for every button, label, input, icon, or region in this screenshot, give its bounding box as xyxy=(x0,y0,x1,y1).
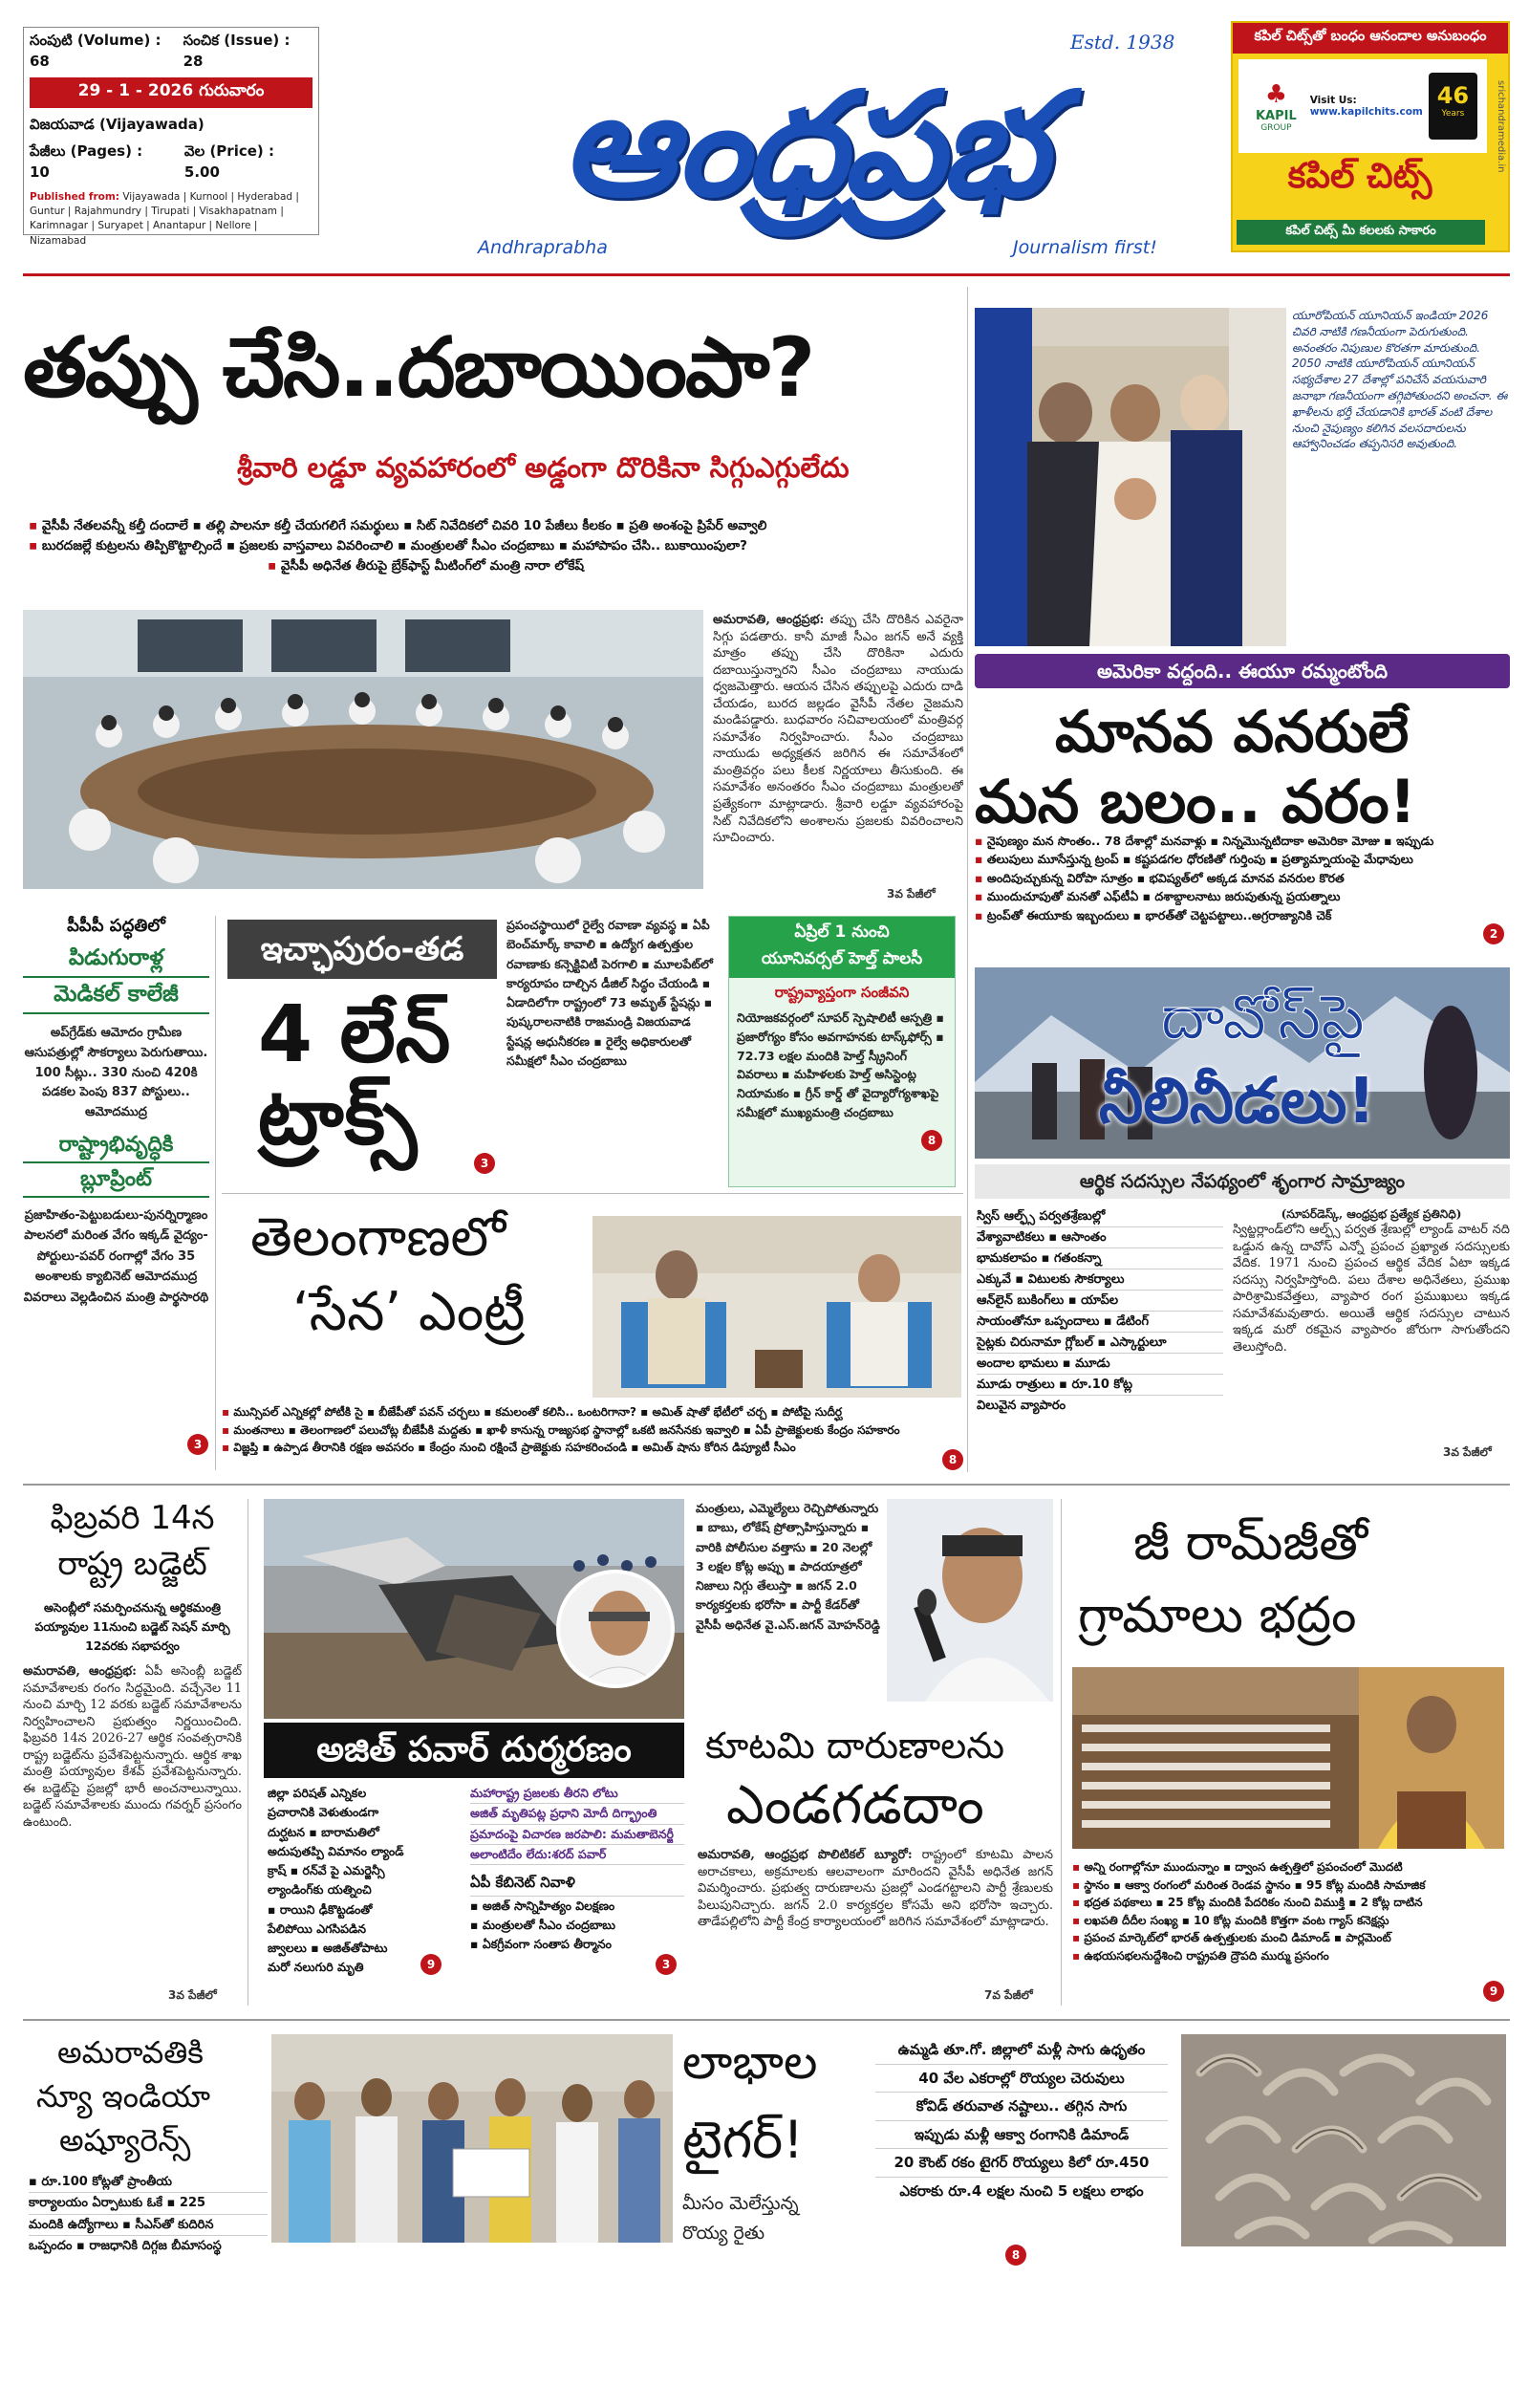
rail-page-badge[interactable]: 3 xyxy=(474,1153,495,1174)
pawan-amit-photo xyxy=(592,1216,961,1398)
tiger-sub-1: మీసం మెలేస్తున్న xyxy=(682,2193,799,2214)
plane-crash-photo xyxy=(264,1499,684,1719)
ad-title: కపిల్ చిట్స్ xyxy=(1287,157,1432,196)
gram-bullet: ▪ భద్రత పథకాలు ▪ 25 కోట్ల మందికి పేదరికం నుంచి విముక్తి ▪ 2 కోట్ల దాటిన xyxy=(1072,1894,1508,1912)
europe-page-badge[interactable]: 2 xyxy=(1483,923,1504,944)
section-rule xyxy=(23,1484,1510,1486)
logo-caption: Andhraprabha xyxy=(478,237,608,258)
tiger-sub-2: రొయ్య రైతు xyxy=(682,2223,765,2244)
gram-bullet: ▪ అన్ని రంగాల్లోనూ ముందున్నాం ▪ ద్వాంస ఉత్పత్తిలో ప్రపంచంలో మొదటి xyxy=(1072,1858,1508,1877)
kapil-chits-ad[interactable]: కపిల్ చిట్స్‌తో బంధం ఆనందాల అనుబంధం ♣ KAPIL GROUP Visit Us: www.kapilchits.com 46 Years కపిల్ చిట్స్ కపిల్ చిట్స్ మీ కలలకు సాకారం srichandramedia.in xyxy=(1231,21,1510,252)
europe-label: అమెరికా వద్దంది.. ఈయూ రమ్మంటోంది xyxy=(975,654,1510,688)
years-badge: 46 Years xyxy=(1429,73,1477,140)
lead-bullets xyxy=(29,516,956,576)
ajit-page-badge[interactable]: 9 xyxy=(420,1954,441,1975)
issue: సంచిక (Issue) : 28 xyxy=(183,32,291,70)
jagan-body xyxy=(698,1847,1053,2000)
telangana-page-badge[interactable]: 8 xyxy=(942,1449,963,1470)
telangana-bullet: ▪ విజ్ఞప్తి ▪ ఉప్పాడ తీరానికి రక్షణ అవసరం ▪ కేంద్రం నుంచి రక్షించే ప్రాజెక్టుకు సహకరించండి ▪ అమిత్ షాను కోరిన డిప్యూటీ సీఎం xyxy=(222,1439,963,1457)
published-label: Published from: xyxy=(30,191,120,203)
rail-big-1: 4 లేన్ xyxy=(258,989,451,1080)
gram-bullet: ▪ ప్రపంచ మార్కెట్‌లో భారత్ ఉత్పత్తులకు మంచి డిమాండ్ ▪ పార్లమెంట్ xyxy=(1072,1929,1508,1947)
medical-title-3: మెడికల్ కాలేజీ xyxy=(23,982,209,1014)
rail-body: ప్రపంచస్థాయిలో రైల్వే రవాణా వ్యవస్థ ▪ ఏపీ బెంచ్‌మార్క్ కావాలి ▪ ఉద్యోగ ఉత్పత్తుల రవాణాకు కన్సెక్టివిటీ పెరగాలి ▪ మూలపేట్‌లో కార్యరూపం దాల్చిన డీజిల్ సిద్ధం చేయండి ▪ ఏడాదిలోగా రాష్ట్రంలో 73 అమృత్ స్టేషన్లు ▪ పుష్కరాలనాటికి రాజమండ్రి విజయవాడ స్టేషన్ల ఆధునీకరణ ▪ రైల్వే అధికారులతో సమీక్షలో సీఎం చంద్రబాబు xyxy=(506,918,713,1068)
lead-headline: తప్పు చేసి..దబాయింపా? xyxy=(23,320,814,416)
insurance-title-3: అష్యూరెన్స్ xyxy=(59,2122,191,2159)
lead-body-text: తప్పు చేసి దొరికిన ఎవరైనా సిగ్గు పడతారు. కానీ మాజీ సీఎం జగన్ అనే వ్యక్తి మాత్రం తప్పు చేసి దొరికినా ఎదురు దబాయిస్తున్నారని సీఎం చంద్రబాబు నాయుడు ధ్వజమెత్తారు. ఆయన చేసిన తప్పులపై ఎదురు దాడి చేయడం, బురద జల్లడం వైసీపీ నేతల నైజమని మండిపడ్డారు. బుధవారం సచివాలయంలో మంత్రివర్గ సమావేశం నిర్వహించారు. సీఎం చంద్రబాబు నాయుడు అధ్యక్షతన జరిగిన ఈ సమావేశంలో మంత్రివర్గం పలు కీలక నిర్ణయాలు తీసుకుంది. ఈ సమావేశం అనంతరం సీఎం చంద్రబాబు మంత్రులతో ప్రత్యేకంగా మాట్లాడారు. శ్రీవారి లడ్డూ వ్యవహారంపై సిట్ నివేదికలోని అంశాలను ప్రజలకు వివరించాలని సూచించారు. xyxy=(713,613,963,846)
newspaper-logo[interactable] xyxy=(401,50,1204,241)
estd: Estd. 1938 xyxy=(1070,31,1175,54)
davos-photo xyxy=(975,967,1510,1159)
section-rule-2 xyxy=(23,2019,1510,2021)
lead-subhead: శ్రీవారి లడ్డూ వ్యవహారంలో అడ్డంగా దొరికినా సిగ్గుఎగ్గులేదు xyxy=(237,451,850,484)
ajit-right-box: మహారాష్ట్ర ప్రజలకు తీరని లోటు అజిత్ మృతిపట్ల ప్రధాని మోదీ దిగ్భ్రాంతి ప్రమాదంపై విచారణ జరపాలి: మమతాబెనర్జీ అలాంటిదేం లేదు:శరద్ పవార్ ఏపీ కేబినెట్ నివాళి ▪ అజిత్ సాన్నిహిత్యం విలక్షణం ▪ మంత్రులతో సీఎం చంద్రబాబు ▪ ఏకగ్రీవంగా సంతాప తీర్మానం xyxy=(470,1784,684,1954)
davos-side-list: స్విస్ ఆల్ఫ్స్ పర్వతశ్రేణుల్లో వేశ్యావాటికలు ▪ ఆసాంతం భామకలాపం ▪ గతంకన్నా ఎక్కువే ▪ విటులకు సౌకర్యాలు ఆన్‌లైన్ బుకింగ్‌లు ▪ యాప్‌ల సాయంతోనూ ఒప్పందాలు ▪ డేటింగ్ సైట్లకు చిరునామా గ్లోబల్ ▪ ఎస్కార్టులూ అందాల భామలు ▪ మూడు మూడు రాత్రులు ▪ రూ.10 కోట్ల విలువైన వ్యాపారం xyxy=(977,1206,1223,1416)
issue-date: 29 - 1 - 2026 గురువారం xyxy=(30,77,312,108)
tagline: Journalism first! xyxy=(1013,237,1157,258)
medical-box xyxy=(23,916,216,1470)
published-from: Vijayawada | Kurnool | Hyderabad | Guntur | Rajahmundry | Tirupati | Visakhapatnam | Karimnagar | Suryapet | Anantapur | Nellore | Nizamabad xyxy=(30,191,299,247)
health-body: నియోజకవర్గంలో సూపర్ స్పెషాలిటీ ఆస్పత్రి ▪ ప్రజారోగ్యం కోసం అవగాహనకు టాస్క్‌ఫోర్స్ ▪ 72.73 లక్షల మందికి హెల్త్ స్క్రీనింగ్ వివరాలు ▪ మహిళలకు హెల్త్ అసిస్టెంట్ల నియామకం ▪ గ్రీన్ కార్డ్ తో వైద్యారోగ్యశాఖపై సమీక్షలో ముఖ్యమంత్రి చంద్రబాబు xyxy=(737,1010,944,1119)
jagan-photo xyxy=(887,1499,1053,1702)
gram-bullets xyxy=(1072,1858,1508,1965)
medical-body: అప్‌గ్రేడ్‌కు ఆమోదం గ్రామీణ ఆసుపత్రుల్లో సౌకర్యాలు పెరుగుతాయి. 100 సీట్లు.. 330 నుంచి 420కి పడకల పెంపు 837 పోస్టులు.. ఆమోదముద్ర xyxy=(24,1026,208,1120)
europe-bullet: ▪ ట్రంప్‌తో ఈయూకు ఇబ్బందులు ▪ భారత్‌తో చెట్టపట్టాలు..అగ్రరాజ్యానికి చెక్ xyxy=(975,906,1510,924)
lead-bullet: ▪ వైసీపీ అధినేత తీరుపై బ్రేక్‌ఫాస్ట్ మీటింగ్‌లో మంత్రి నారా లోకేష్ xyxy=(29,556,956,576)
gram-bullet: ▪ ఉభయసభలనుద్దేశించి రాష్ట్రపతి ద్రౌపది ముర్ము ప్రసంగం xyxy=(1072,1947,1508,1965)
europe-blurb: యూరోపియన్ యూనియన్ ఇండియా 2026 చివరి నాటికి గణనీయంగా పెరుగుతుంది. అనంతరం నిపుణుల కొరతగా మారుతుంది. 2050 నాటికి యూరోపియన్ యూనియన్ సభ్యదేశాల 27 దేశాల్లో పనిచేసే వయసువారి జనాభా గణనీయంగా తగ్గిపోతుందని అంచనా. ఈ ఖాళీలను భర్తీ చేయడానికి భారత్ వంటి దేశాల నుంచి నైపుణ్యం కలిగిన వలసదారులను ఆహ్వానించడం తప్పనిసరి అవుతుంది. xyxy=(1292,309,1508,451)
ajit-page-badge-2[interactable]: 3 xyxy=(656,1954,677,1975)
insurance-bullets: ▪ రూ.100 కోట్లతో ప్రాంతీయ కార్యాలయం ఏర్పాటుకు ఓకే ▪ 225 మందికి ఉద్యోగాలు ▪ సీఎస్‌తో కుదిరిన ఒప్పందం ▪ రాజధానికి దిగ్గజ బీమాసంస్థ xyxy=(29,2172,268,2257)
gram-headline-1: జీ రామ్‌జీతో xyxy=(1133,1514,1368,1572)
ajit-portrait xyxy=(556,1570,675,1688)
cabinet-meeting-photo xyxy=(23,610,703,889)
jagan-intro: మంత్రులు, ఎమ్మెల్యేలు రెచ్చిపోతున్నారు ▪ బాబు, లోకేష్ ప్రోత్సాహిస్తున్నారు ▪ వారికి పోలీసుల వత్తాసు ▪ 20 నెలల్లో 3 లక్షల కోట్ల అప్పు ▪ పాదయాత్రలో నిజాలు నిగ్గు తేలుస్తా ▪ జగన్ 2.0 కార్యకర్తలకు భరోసా ▪ పార్టీ కేడర్‌తో వైసీపీ అధినేత వై.ఎస్.జగన్ మోహన్‌రెడ్డి xyxy=(696,1501,880,1632)
davos-continued[interactable]: 3వ పేజీలో xyxy=(1443,1445,1492,1459)
budget-box xyxy=(23,1499,248,2006)
budget-title-1: ఫిబ్రవరి 14న xyxy=(50,1499,215,1537)
gram-page-badge[interactable]: 9 xyxy=(1483,1981,1504,2002)
health-label-2: యూనివర్సల్ హెల్త్ పాలసీ xyxy=(761,949,923,968)
gram-headline-2: గ్రామాలు భద్రం xyxy=(1078,1587,1357,1644)
tiger-headline-1: లాభాల xyxy=(682,2034,818,2090)
davos-subhead: ఆర్థిక సదస్సుల నేపథ్యంలో శృంగార సామ్రాజ్యం xyxy=(975,1164,1510,1199)
telangana-bullet: ▪ మంతనాలు ▪ తెలంగాణలో పలుచోట్ల బీజేపీకి మద్దతు ▪ ఖాళీ కానున్న రాజ్యసభ స్థానాల్లో ఒకటి జనసేనకు ఇవ్వాలి ▪ ఏపీ ప్రాజెక్టులకు కేంద్రం సహకారం xyxy=(222,1421,963,1440)
prawns-photo xyxy=(1181,2034,1506,2246)
budget-dateline: అమరావతి, ఆంధ్రప్రభ: xyxy=(23,1664,137,1679)
gram-bullet: ▪ లఖపతి దీదీల సంఖ్య ▪ 10 కోట్ల మందికి కొత్తగా వంట గ్యాస్ కనెక్షన్లు xyxy=(1072,1912,1508,1930)
davos-headline-1: దావోస్‌పై xyxy=(1161,983,1365,1053)
jagan-headline-2: ఎండగడదాం xyxy=(726,1774,984,1836)
tiger-headline-2: టైగర్! xyxy=(682,2110,804,2170)
telangana-rule xyxy=(222,1193,963,1194)
europe-bullet: ▪ అందిపుచ్చుకున్న విరోపా సూత్రం ▪ భవిష్యత్‌లో అక్కడ మానవ వనరుల కొరత xyxy=(975,869,1510,887)
gram-bullet: ▪ స్థానం ▪ ఆక్వా రంగంలో మరింత రెండవ స్థానం ▪ 95 కోట్ల మందికి సామాజిక xyxy=(1072,1877,1508,1895)
europe-bullet: ▪ నైపుణ్యం మన సొంతం.. 78 దేశాల్లో మనవాళ్లు ▪ నిన్నమొన్నటిదాకా అమెరికా మోజు ▪ ఇప్పుడు xyxy=(975,832,1510,850)
health-sub: రాష్ట్రవ్యాప్తంగా సంజీవని xyxy=(774,984,910,1001)
jagan-body-text: రాష్ట్రంలో కూటమి పాలన అరాచకాలు, అక్రమాలకు ఆలవాలంగా మారిందని వైసీపీ అధినేత జగన్ విమర్శించారు. ప్రభుత్వ దారుణాలను ప్రజల్లో ఎండగట్టాలని పార్టీ శ్రేణులకు పిలుపునిచ్చారు. జగన్ 2.0 కార్యకర్తల కోసమే అని భరోసా ఇచ్చారు. తాడేపల్లిలోని పార్టీ కేంద్ర కార్యాలయంలో జరిగిన సమావేశంలో మాట్లాడారు. xyxy=(698,1848,1053,1930)
lead-continued[interactable]: 3వ పేజీలో xyxy=(887,887,936,900)
health-box xyxy=(728,916,956,1187)
parliament-photo xyxy=(1072,1667,1504,1849)
telangana-headline-2: ‘సేన’ ఎంట్రీ xyxy=(292,1281,526,1343)
insurance-photo xyxy=(271,2034,673,2243)
europe-bullet: ▪ ముందుచూపుతో మనతో ఎఫ్‌టీఏ ▪ దశాబ్దాలనాటు జరుపుతున్న ప్రయత్నాలు xyxy=(975,887,1510,905)
ad-top-line: కపిల్ చిట్స్‌తో బంధం ఆనందాల అనుబంధం xyxy=(1233,23,1508,54)
davos-dateline: (సూపర్‌డెస్క్, ఆంధ్రప్రభ ప్రత్యేక ప్రతినిధి) xyxy=(1281,1207,1462,1221)
davos-body xyxy=(1233,1206,1510,1453)
medical-title-1: పీపీపీ పద్ధతిలో xyxy=(67,916,165,936)
volume: సంపుటి (Volume) : 68 xyxy=(30,32,162,70)
lead-body xyxy=(713,612,963,895)
ad-bottom-line: కపిల్ చిట్స్ మీ కలలకు సాకారం xyxy=(1237,220,1485,245)
masthead-rule xyxy=(23,273,1510,276)
price: వెల (Price) : 5.00 xyxy=(183,142,274,181)
telangana-bullet: ▪ మున్సిపల్ ఎన్నికల్లో పోటీకి సై ▪ బీజేపీతో పవన్ చర్చలు ▪ కమలంతో కలిసి.. ఒంటరిగానా? ▪ అమిత్ షాతో భేటీలో చర్చ ▪ పోటీపై సుదీర్ఘ xyxy=(222,1403,963,1421)
column-divider xyxy=(967,287,968,1472)
page-count: పేజీలు (Pages) : 10 xyxy=(30,142,143,181)
europe-headline-1: మానవ వనరులే xyxy=(1055,699,1410,766)
tiger-box xyxy=(682,2034,873,2262)
tiger-lines: ఉమ్మడి తూ.గో. జిల్లాలో మళ్లీ సాగు ఉధృతం 40 వేల ఎకరాల్లో రొయ్యల చెరువులు కోవిడ్ తరువాత నష్టాలు.. తగ్గిన సాగు ఇప్పుడు మళ్లీ ఆక్వా రంగానికి డిమాండ్ 20 కౌంట్ రకం టైగర్ రొయ్యలు కిలో రూ.450 ఎకరాకు రూ.4 లక్షల నుంచి 5 లక్షలు లాభం xyxy=(875,2036,1168,2204)
europe-headline-2: మన బలం.. వరం! xyxy=(975,767,1416,836)
medical-title-2: పిడుగురాళ్ల xyxy=(23,945,209,978)
medical-title-5: బ్లూప్రింట్ xyxy=(23,1167,209,1198)
medical-title-4: రాష్ట్రాభివృద్ధికి xyxy=(23,1133,209,1163)
ajit-left-bullets: జిల్లా పరిషత్ ఎన్నికల ప్రచారానికి వెళుతుండగా దుర్ఘటన ▪ బారామతిలో అదుపుతప్పి విమానం ల్యాండ్ క్రాష్ ▪ రన్‌వే పై ఎమర్జెన్సీ ల్యాండింగ్‌కు యత్నించి ▪ రాయిని ఢీకొట్టడంతో పేలిపోయి ఎగసిపడిన జ్వాలలు ▪ అజిత్‌తోపాటు మరో నలుగురి మృతి xyxy=(268,1786,404,1975)
ad-url[interactable]: www.kapilchits.com xyxy=(1309,106,1423,118)
lead-bullet: ▪ బురదజల్లే కుట్రలను తిప్పికొట్టాల్సిందే ▪ ప్రజలకు వాస్తవాలు వివరించాలి ▪ మంత్రులతో సీఎం చంద్రబాబు ▪ మహాపాపం చేసి.. బుకాయింపులా? xyxy=(29,536,956,556)
budget-title-2: రాష్ట్ర బడ్జెట్ xyxy=(57,1545,207,1583)
jagan-dateline: అమరావతి, ఆంధ్రప్రభ పొలిటికల్ బ్యూరో: xyxy=(698,1848,913,1862)
edition-city: విజయవాడ (Vijayawada) xyxy=(30,116,205,133)
medical-body-2: ప్రజాహితం-పెట్టుబడులు-పునర్నిర్మాణం పాలనలో మరింత వేగం ఇక్కడ్ వైద్యం-పోర్టులు-పవర్ రంగాల్లో వేగం 35 అంశాలకు క్యాబినెట్ ఆమోదముద్ర వివరాలు వెల్లడించిన మంత్రి పార్థసారథి xyxy=(23,1207,209,1305)
ajit-right-title: మహారాష్ట్ర ప్రజలకు తీరని లోటు xyxy=(470,1784,684,1804)
kapil-logo: ♣ KAPIL GROUP xyxy=(1255,79,1297,133)
medical-page-badge[interactable]: 3 xyxy=(187,1434,208,1455)
tiger-page-badge[interactable]: 8 xyxy=(1005,2245,1026,2266)
ajit-headline: అజిత్ పవార్ దుర్మరణం xyxy=(264,1723,684,1778)
jagan-continued[interactable]: 7వ పేజీలో xyxy=(984,1988,1033,2002)
masthead-info-box xyxy=(23,27,319,247)
europe-bullet: ▪ తలుపులు మూసేస్తున్న ట్రంప్ ▪ కష్టపడగల ధోరణితో గుర్తింపు ▪ ప్రత్యామ్నాయంపై మేధావులు xyxy=(975,850,1510,868)
lead-dateline: అమరావతి, ఆంధ్రప్రభ: xyxy=(713,613,825,627)
lead-bullet: ▪ వైసీపీ నేతలవన్నీ కల్తీ దందాలే ▪ తల్లి పాలనూ కల్తీ చేయగలిగే సమర్థులు ▪ సిట్ నివేదికలో చివరి 10 పేజీలు కీలకం ▪ ప్రతి అంశంపై ప్రిపేర్ అవ్వాలి xyxy=(29,516,956,536)
eu-leaders-photo xyxy=(975,308,1286,646)
logo-text: ఆంధ్రప్రభ xyxy=(561,62,1044,228)
rail-title: ఇచ్ఛాపురం-తడ xyxy=(227,920,497,979)
europe-bullets xyxy=(975,832,1510,924)
davos-headline-2: నీలినీడలు! xyxy=(1099,1064,1376,1138)
health-label-1: ఏప్రిల్ 1 నుంచి xyxy=(794,922,890,942)
telangana-bullets xyxy=(222,1403,963,1457)
jagan-headline-1: కూటమి దారుణాలను xyxy=(705,1725,1005,1767)
insurance-title-1: అమరావతికి xyxy=(57,2034,204,2071)
rail-big-2: ట్రాక్స్ xyxy=(258,1072,418,1162)
jagan-divider xyxy=(1061,1499,1062,2006)
budget-continued[interactable]: 3వ పేజీలో xyxy=(168,1988,217,2002)
budget-body: ఏపీ అసెంబ్లీ బడ్జెట్ సమావేశాలకు రంగం సిద్ధమైంది. వచ్చేనెల 11 నుంచి మార్చి 12 వరకు బడ్జెట్ సమావేశాలను నిర్వహించాలని ప్రభుత్వం నిర్ణయించింది. ఫిబ్రవరి 14న 2026-27 ఆర్థిక సంవత్సరానికి రాష్ట్ర బడ్జెట్‌ను ప్రవేశపెట్టనున్నారు. ఆర్థిక శాఖ మంత్రి పయ్యావుల కేశవ్ ప్రవేశపెట్టనున్నారు. ఈ బడ్జెట్‌పై ప్రజల్లో భారీ అంచనాలున్నాయి. బడ్జెట్ సమావేశాలకు ముందు గవర్నర్ ప్రసంగం ఉంటుంది. xyxy=(23,1664,242,1830)
insurance-title-2: న్యూ ఇండియా xyxy=(36,2078,211,2115)
davos-body-text: స్విట్జర్లాండ్‌లోని ఆల్ఫ్స్ పర్వత శ్రేణుల్లో ల్యాండ్ వాటర్ నది ఒడ్డున ఉన్న దావోస్ ఎన్నో ప్రపంచ ప్రఖ్యాత సదస్సులకు వేదిక. 1971 నుంచి ప్రపంచ ఆర్థిక వేదిక ఏటా ఇక్కడ సదస్సు నిర్వహిస్తోంది. పలు దేశాల అధినేతలు, ప్రముఖ పారిశ్రామికవేత్తలు, వ్యాపార రంగ ప్రముఖులు ఇక్కడ సమావేశమవుతారు. అయితే ఆర్థిక సదస్సుల చాటున ఇక్కడ మరో రకమైన వ్యాపారం జోరుగా సాగుతోందని తెలుస్తోంది. xyxy=(1233,1223,1510,1356)
budget-sub: అసెంబ్లీలో సమర్పించనున్న ఆర్థికమంత్రి పయ్యావుల 11నుంచి బడ్జెట్ సెషన్ మార్చి 12వరకు సభాపర్వం xyxy=(34,1600,230,1653)
telangana-headline-1: తెలంగాణలో xyxy=(250,1206,506,1269)
health-page-badge[interactable]: 8 xyxy=(921,1130,942,1151)
ad-side-text: srichandramedia.in xyxy=(1496,80,1506,173)
